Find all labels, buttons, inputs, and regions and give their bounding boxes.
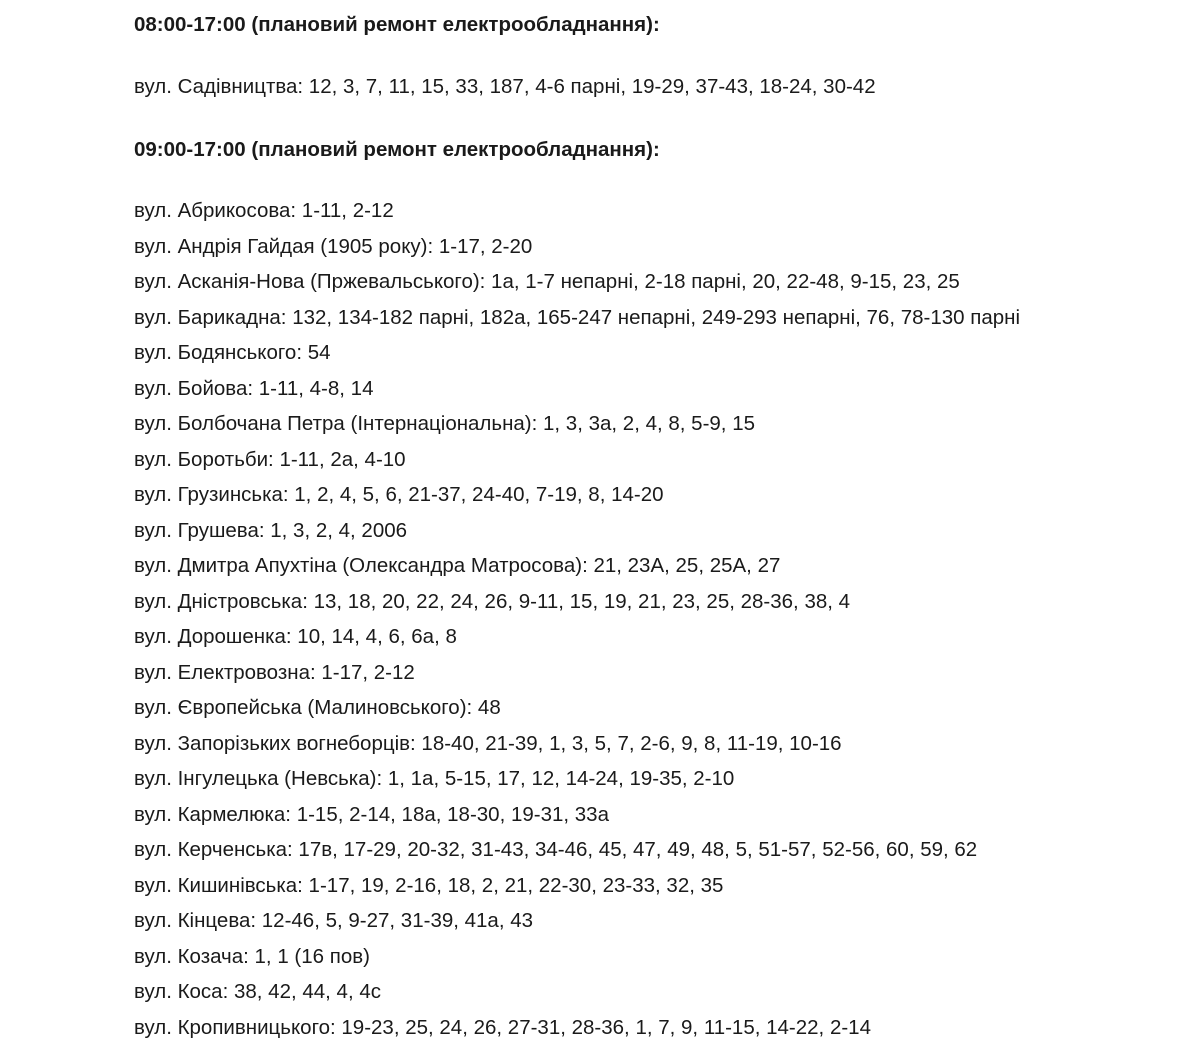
street-line: вул. Кінцева: 12-46, 5, 9-27, 31-39, 41а, 43 [134,909,534,932]
section-heading-0900-1700: 09:00-17:00 (плановий ремонт електрообладнання): [134,138,660,161]
street-line: вул. Дмитра Апухтіна (Олександра Матросова): 21, 23А, 25, 25А, 27 [134,554,781,577]
street-line: вул. Садівництва: 12, 3, 7, 11, 15, 33, 187, 4-6 парні, 19-29, 37-43, 18-24, 30-42 [134,75,876,98]
street-line: вул. Кишинівська: 1-17, 19, 2-16, 18, 2, 21, 22-30, 23-33, 32, 35 [134,873,724,897]
street-list [134,193,1020,1045]
street-line: вул. Барикадна: 132, 134-182 парні, 182а, 165-247 непарні, 249-293 непарні, 76, 78-130 парні [134,305,1021,329]
street-line: вул. Грузинська: 1, 2, 4, 5, 6, 21-37, 24-40, 7-19, 8, 14-20 [134,483,664,506]
street-line: вул. Андрія Гайдая (1905 року): 1-17, 2-20 [134,234,533,258]
street-line: вул. Кармелюка: 1-15, 2-14, 18а, 18-30, 19-31, 33а [134,802,609,826]
street-line: вул. Бодянського: 54 [134,341,331,364]
street-line: вул. Асканія-Нова (Пржевальського): 1а, 1-7 непарні, 2-18 парні, 20, 22-48, 9-15, 23, 25 [134,270,960,293]
street-line: вул. Інгулецька (Невська): 1, 1а, 5-15, 17, 12, 14-24, 19-35, 2-10 [134,767,735,790]
street-line: вул. Козача: 1, 1 (16 пов) [134,944,370,968]
street-line: вул. Керченська: 17в, 17-29, 20-32, 31-43, 34-46, 45, 47, 49, 48, 5, 51-57, 52-56, 60, 59, 62 [134,838,978,861]
street-line: вул. Болбочана Петра (Інтернаціональна): 1, 3, 3а, 2, 4, 8, 5-9, 15 [134,412,755,435]
street-line: вул. Дорошенка: 10, 14, 4, 6, 6а, 8 [134,625,457,648]
street-line: вул. Кропивницького: 19-23, 25, 24, 26, 27-31, 28-36, 1, 7, 9, 11-15, 14-22, 2-14 [134,1015,871,1039]
street-line: вул. Запорізьких вогнеборців: 18-40, 21-39, 1, 3, 5, 7, 2-6, 9, 8, 11-19, 10-16 [134,731,842,755]
section-heading-0800-1700: 08:00-17:00 (плановий ремонт електрообладнання): [134,13,660,36]
street-line: вул. Електровозна: 1-17, 2-12 [134,660,415,684]
street-line: вул. Бойова: 1-11, 4-8, 14 [134,376,374,400]
street-line: вул. Дністровська: 13, 18, 20, 22, 24, 26, 9-11, 15, 19, 21, 23, 25, 28-36, 38, 4 [134,589,851,613]
street-line: вул. Європейська (Малиновського): 48 [134,696,501,719]
street-line: вул. Абрикосова: 1-11, 2-12 [134,199,394,222]
street-line: вул. Коса: 38, 42, 44, 4, 4с [134,980,382,1003]
street-line: вул. Грушева: 1, 3, 2, 4, 2006 [134,518,408,542]
street-line: вул. Боротьби: 1-11, 2а, 4-10 [134,447,406,471]
